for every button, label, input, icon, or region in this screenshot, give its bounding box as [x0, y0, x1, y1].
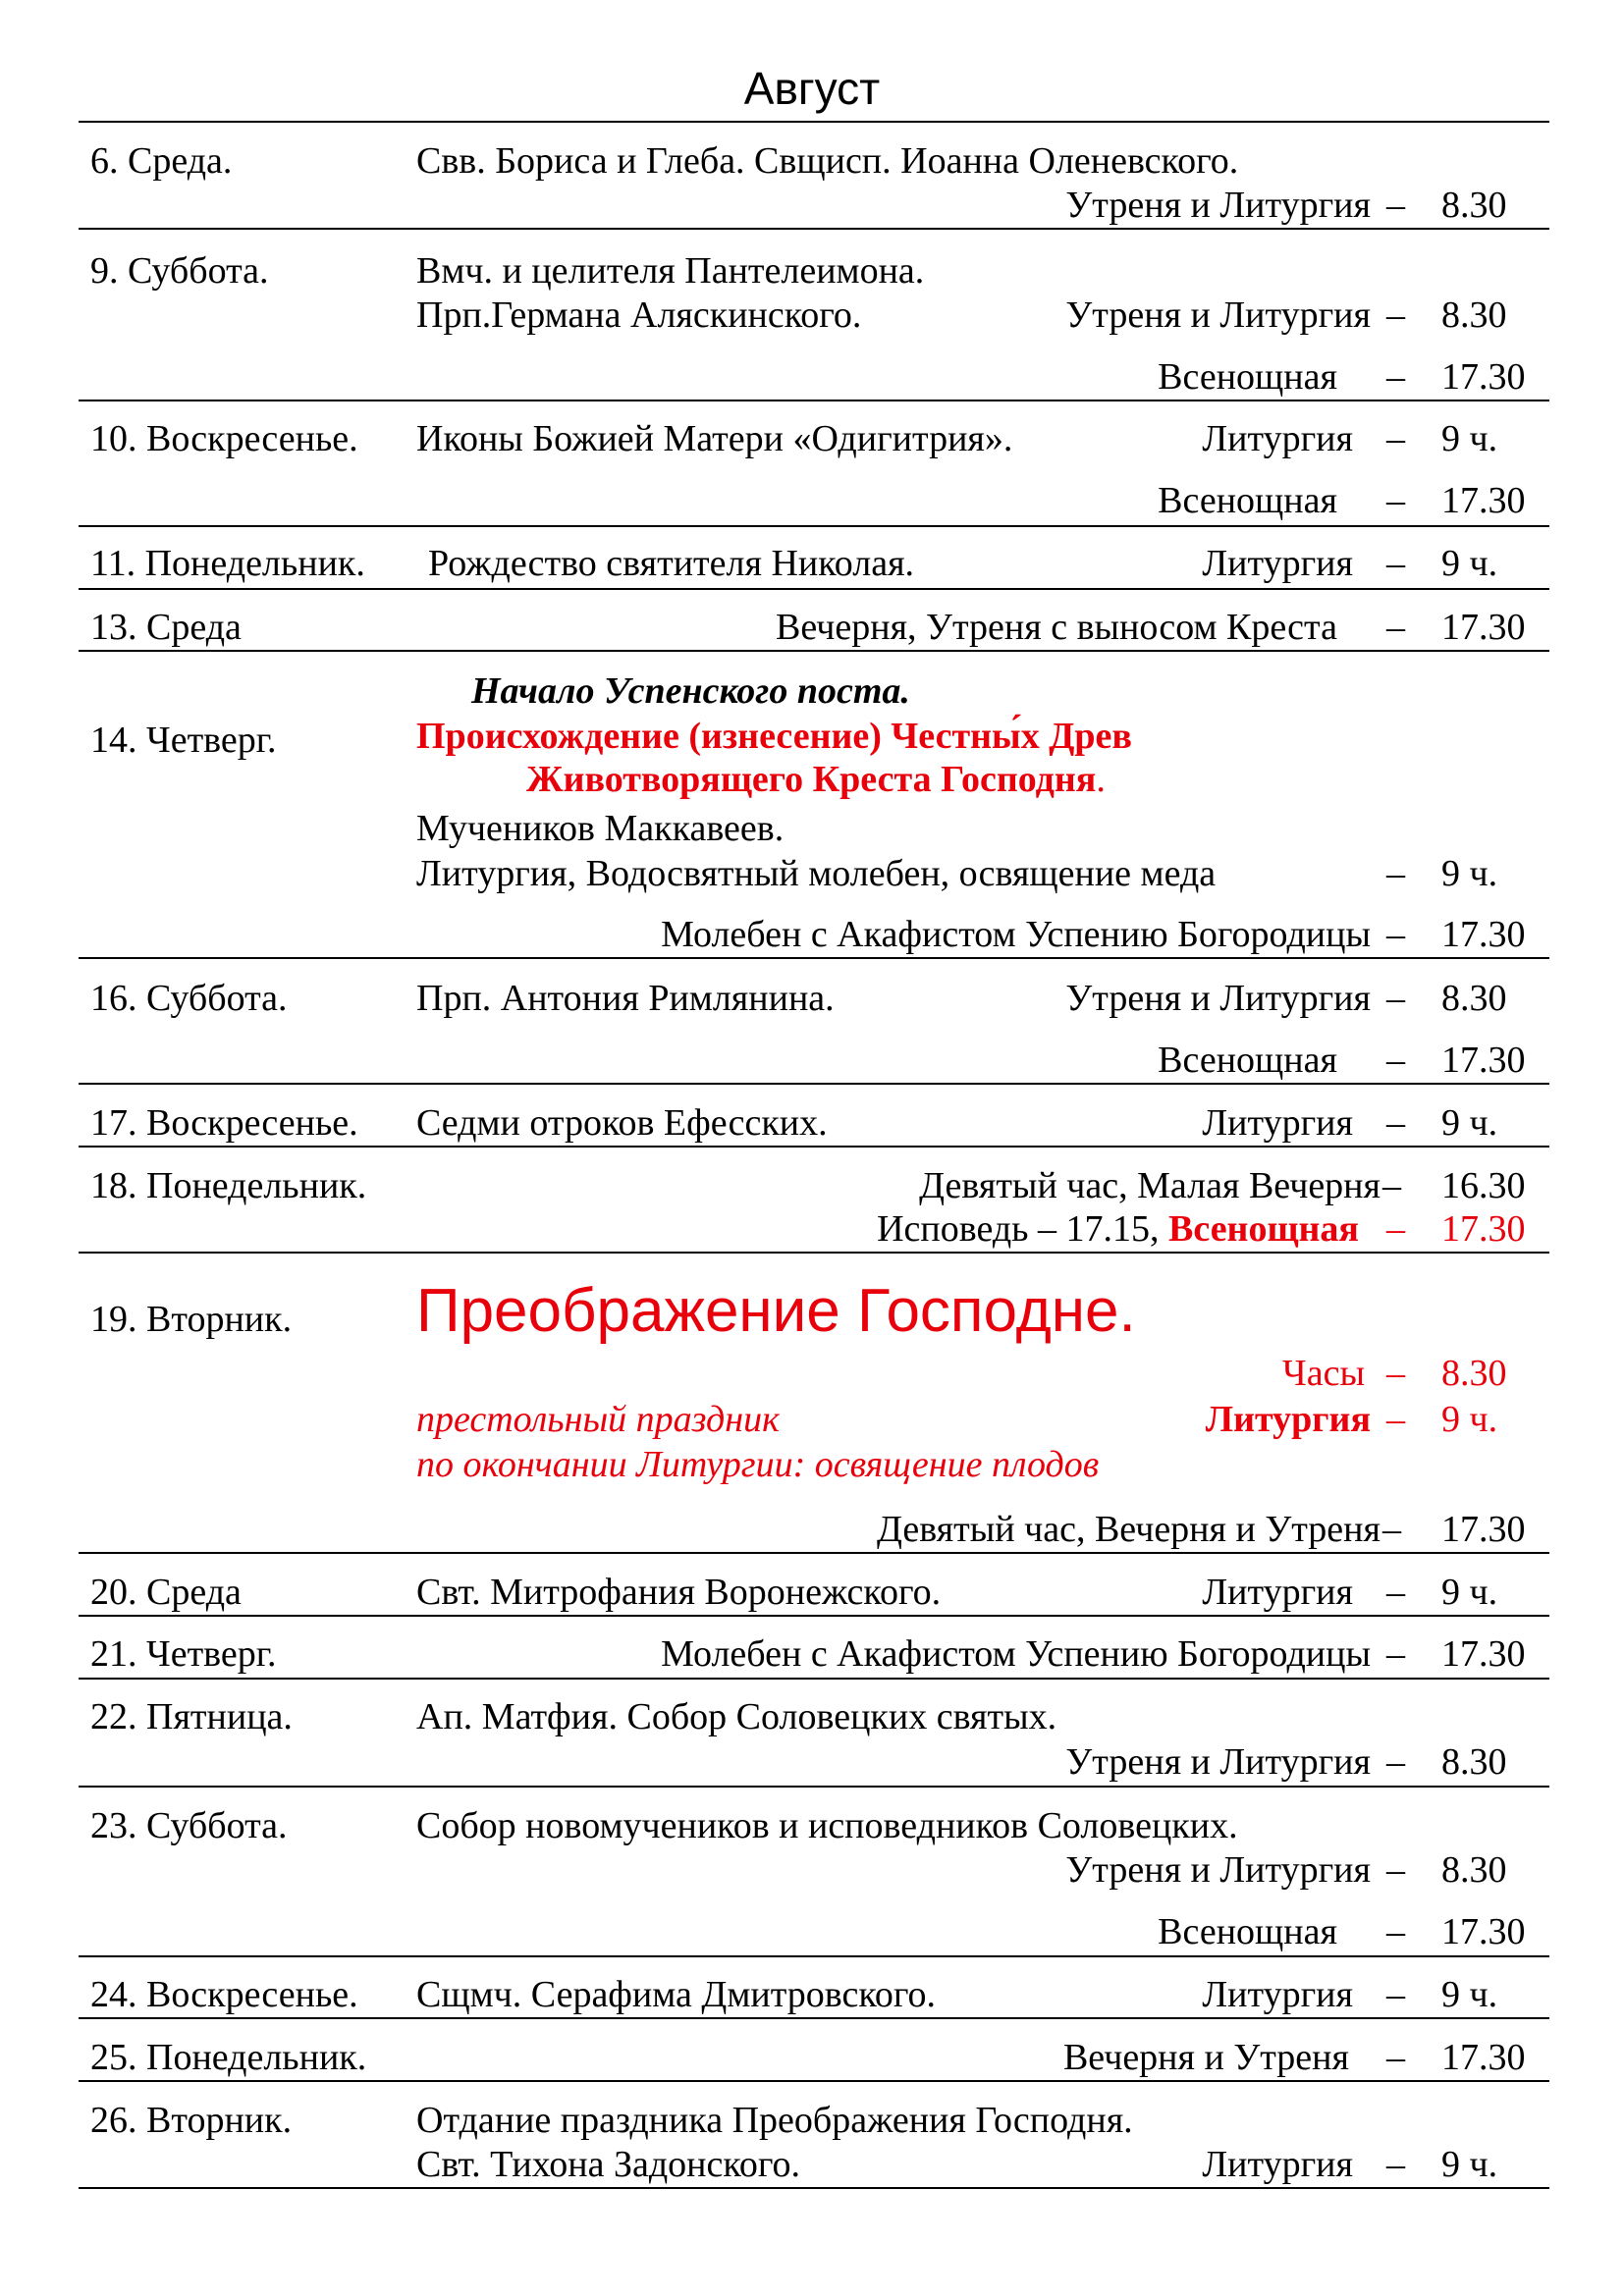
divider [79, 400, 1549, 401]
entry-date: 23. Суббота. [90, 1805, 288, 1846]
divider [79, 525, 1549, 527]
service-name: Всенощная [1158, 480, 1337, 521]
entry-saints: Мучеников Маккавеев. [416, 808, 785, 849]
entry-saints: Свт. Тихона Задонского. [416, 2144, 801, 2185]
service-time: 16.30 [1441, 1165, 1526, 1206]
service-name: Молебен с Акафистом Успению Богородицы [661, 1633, 1371, 1675]
dash: – [1386, 418, 1405, 459]
service-name: Литургия [1202, 543, 1353, 584]
entry-date: 20. Среда [90, 1572, 242, 1613]
service-time: 9 ч. [1441, 2144, 1498, 2185]
page-title: Август [743, 63, 881, 114]
entry-saints: Иконы Божией Матери «Одигитрия». [416, 418, 1013, 459]
service-time: 9 ч. [1441, 1399, 1498, 1440]
service-name: Вечерня и Утреня [1062, 2037, 1349, 2078]
service-time: 17.30 [1441, 2037, 1526, 2078]
feast-note: по окончании Литургии: освящение плодов [416, 1444, 1100, 1485]
dash: – [1386, 1633, 1405, 1675]
feast-title: Преображение Господне. [416, 1277, 1136, 1345]
entry-saints: Рождество святителя Николая. [428, 543, 915, 584]
service-time: 8.30 [1441, 978, 1507, 1019]
feast-period: . [1096, 759, 1106, 800]
service-time: 8.30 [1441, 1353, 1507, 1394]
service-name: Литургия [1202, 1974, 1353, 2015]
dash: – [1386, 480, 1405, 521]
service-time: 9 ч. [1441, 1102, 1498, 1144]
service-name: Девятый час, Вечерня и Утреня [876, 1509, 1380, 1550]
dash: – [1386, 1911, 1405, 1952]
dash: – [1386, 853, 1405, 894]
service-name: Утреня и Литургия [1065, 1849, 1371, 1891]
dash: – [1386, 356, 1405, 398]
service-name: Всенощная [1158, 1911, 1337, 1952]
service-time: 17.30 [1441, 607, 1526, 648]
fast-note: Начало Успенского поста. [471, 670, 910, 712]
divider [79, 1146, 1549, 1148]
service-time: 8.30 [1441, 294, 1507, 336]
service-name: Утреня и Литургия [1065, 185, 1371, 226]
entry-date: 22. Пятница. [90, 1696, 293, 1737]
dash: – [1386, 1974, 1405, 2015]
divider [79, 588, 1549, 590]
dash: – [1386, 1208, 1405, 1250]
service-time: 17.30 [1441, 1911, 1526, 1952]
divider [79, 1552, 1549, 1554]
dash: – [1386, 294, 1405, 336]
entry-date: 18. Понедельник. [90, 1165, 367, 1206]
entry-saints: Сщмч. Серафима Дмитровского. [416, 1974, 937, 2015]
divider [79, 228, 1549, 230]
entry-date: 13. Среда [90, 607, 242, 648]
entry-saints: Собор новомучеников и исповедников Соловецких. [416, 1805, 1238, 1846]
divider [79, 2080, 1549, 2082]
service-name: Всенощная [1158, 1040, 1337, 1081]
entry-date: 10. Воскресенье. [90, 418, 358, 459]
service-time: 9 ч. [1441, 418, 1498, 459]
divider [79, 1786, 1549, 1788]
service-name: Литургия [1205, 1399, 1371, 1440]
entry-saints: Ап. Матфия. Собор Соловецких святых. [416, 1696, 1057, 1737]
service-name: Часы [1282, 1353, 1365, 1394]
dash: – [1386, 185, 1405, 226]
divider [79, 121, 1549, 123]
service-name: Вечерня, Утреня с выносом Креста [776, 607, 1337, 648]
entry-date: 24. Воскресенье. [90, 1974, 358, 2015]
dash: – [1386, 607, 1405, 648]
service-name: Девятый час, Малая Вечерня [919, 1165, 1380, 1206]
entry-saints: Седми отроков Ефесских. [416, 1102, 828, 1144]
dash: – [1386, 1040, 1405, 1081]
entry-saints: Отдание праздника Преображения Господня. [416, 2100, 1133, 2141]
entry-date: 6. Среда. [90, 140, 233, 182]
divider [79, 2187, 1549, 2189]
entry-date: 11. Понедельник. [90, 543, 365, 584]
feast-title: Происхождение (изнесение) Честны́х Древ [416, 716, 1132, 757]
entry-date: 19. Вторник. [90, 1299, 293, 1340]
dash: – [1386, 2144, 1405, 2185]
entry-date: 14. Четверг. [90, 720, 277, 761]
feast-title [526, 758, 1106, 801]
entry-saints: Свв. Бориса и Глеба. Свщисп. Иоанна Оленевского. [416, 140, 1239, 182]
dash: – [1386, 1399, 1405, 1440]
service-time: 9 ч. [1441, 1572, 1498, 1613]
service-time: 8.30 [1441, 185, 1507, 226]
entry-date: 21. Четверг. [90, 1633, 277, 1675]
dash: – [1386, 1849, 1405, 1891]
divider [79, 650, 1549, 652]
service-name: Всенощная [1158, 356, 1337, 398]
service-name: Утреня и Литургия [1065, 1741, 1371, 1783]
divider [79, 1678, 1549, 1680]
service-name: Утреня и Литургия [1065, 294, 1371, 336]
entry-date: 17. Воскресенье. [90, 1102, 358, 1144]
dash: – [1386, 1741, 1405, 1783]
dash: – [1386, 1572, 1405, 1613]
service-time: 17.30 [1441, 1633, 1526, 1675]
service-line [877, 1207, 1359, 1251]
divider [79, 1252, 1549, 1254]
dash: – [1382, 1509, 1401, 1550]
service-name: Литургия [1202, 2144, 1353, 2185]
service-time: 17.30 [1441, 480, 1526, 521]
entry-saints: Прп. Антония Римлянина. [416, 978, 835, 1019]
divider [79, 2017, 1549, 2019]
entry-date: 25. Понедельник. [90, 2037, 367, 2078]
dash: – [1386, 1353, 1405, 1394]
service-name: Литургия [1202, 418, 1353, 459]
divider [79, 1615, 1549, 1617]
service-time: 17.30 [1441, 356, 1526, 398]
entry-date: 26. Вторник. [90, 2100, 293, 2141]
dash: – [1386, 543, 1405, 584]
divider [79, 1955, 1549, 1957]
dash: – [1386, 914, 1405, 955]
service-name: Молебен с Акафистом Успению Богородицы [661, 914, 1371, 955]
service-time: 8.30 [1441, 1741, 1507, 1783]
service-time: 9 ч. [1441, 1974, 1498, 2015]
service-name: Литургия [1202, 1572, 1353, 1613]
divider [79, 1083, 1549, 1085]
service-time: 9 ч. [1441, 853, 1498, 894]
service-time: 17.30 [1441, 1208, 1526, 1250]
service-time: 9 ч. [1441, 543, 1498, 584]
entry-date: 9. Суббота. [90, 250, 269, 292]
entry-saints: Вмч. и целителя Пантелеимона. [416, 250, 925, 292]
divider [79, 957, 1549, 959]
feast-title-line: Животворящего Креста Господня [526, 759, 1097, 800]
entry-saints: Свт. Митрофания Воронежского. [416, 1572, 942, 1613]
service-name: Литургия, Водосвятный молебен, освящение меда [416, 853, 1217, 894]
service-name: Литургия [1202, 1102, 1353, 1144]
service-time: 8.30 [1441, 1849, 1507, 1891]
feast-note: престольный праздник [416, 1399, 780, 1440]
service-time: 17.30 [1441, 1509, 1526, 1550]
entry-date: 16. Суббота. [90, 978, 288, 1019]
confession-time: Исповедь – 17.15, [877, 1208, 1160, 1250]
dash: – [1386, 1102, 1405, 1144]
service-time: 17.30 [1441, 1040, 1526, 1081]
service-name: Утреня и Литургия [1065, 978, 1371, 1019]
dash: – [1386, 978, 1405, 1019]
dash: – [1382, 1165, 1401, 1206]
service-time: 17.30 [1441, 914, 1526, 955]
service-name: Всенощная [1168, 1208, 1359, 1250]
entry-saints: Прп.Германа Аляскинского. [416, 294, 862, 336]
dash: – [1386, 2037, 1405, 2078]
